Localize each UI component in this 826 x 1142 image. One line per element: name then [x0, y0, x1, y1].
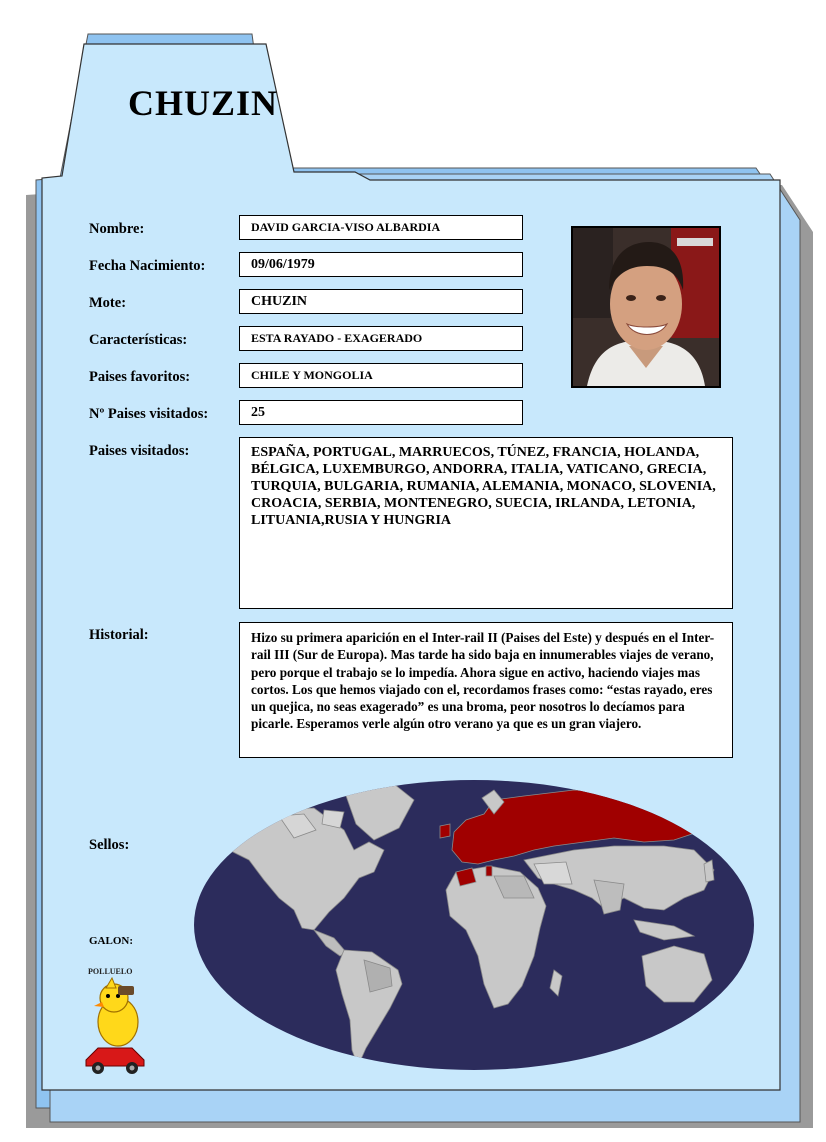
value-paises-visitados: ESPAÑA, PORTUGAL, MARRUECOS, TÚNEZ, FRANCIA, HOLANDA, BÉLGICA, LUXEMBURGO, ANDORRA, ITALIA, VATICANO, GRECIA, TURQUIA, BULGARIA, RUMANIA, ALEMANIA, MONACO, SLOVENIA, CROACIA, SERBIA, MONTENEGRO, SUECIA, IRLANDA, LETONIA, LITUANIA,RUSIA Y HUNGRIA: [239, 437, 733, 609]
chick-badge-icon: [78, 976, 152, 1076]
value-num-paises-visitados: 25: [239, 400, 523, 425]
card-title: CHUZIN: [128, 83, 279, 123]
label-caracteristicas: Características:: [89, 332, 188, 348]
label-paises-favoritos: Paises favoritos:: [89, 369, 191, 385]
label-historial: Historial:: [89, 627, 149, 643]
badge-caption: POLLUELO: [88, 967, 133, 976]
value-historial: Hizo su primera aparición en el Inter-rail II (Paises del Este) y después en el Inter-rail III (Sur de Europa). Mas tarde ha sido baja en innumerables viajes de verano, pero porque el trabajo se lo impedía. Ahora sigue en activo, haciendo viajes mas cortos. Los que hemos viajado con el, recordamos frases como: “estas rayado, eres un quejica, no seas exagerado” es una broma, peor nosotros lo decíamos para picarle. Esperamos verle algún otro verano ya que es un gran viajero.: [239, 622, 733, 758]
label-galon: GALON:: [89, 935, 133, 947]
label-nombre: Nombre:: [89, 221, 145, 237]
label-sellos: Sellos:: [89, 837, 130, 853]
value-mote: CHUZIN: [239, 289, 523, 314]
value-paises-favoritos: CHILE Y MONGOLIA: [239, 363, 523, 388]
label-mote: Mote:: [89, 295, 127, 311]
label-num-paises-visitados: Nº Paises visitados:: [89, 406, 209, 422]
portrait-photo: [571, 226, 721, 388]
label-paises-visitados: Paises visitados:: [89, 443, 190, 459]
label-fecha-nacimiento: Fecha Nacimiento:: [89, 258, 206, 274]
value-caracteristicas: ESTA RAYADO - EXAGERADO: [239, 326, 523, 351]
value-fecha-nacimiento: 09/06/1979: [239, 252, 523, 277]
world-map-icon: [194, 780, 754, 1070]
value-nombre: DAVID GARCIA-VISO ALBARDIA: [239, 215, 523, 240]
